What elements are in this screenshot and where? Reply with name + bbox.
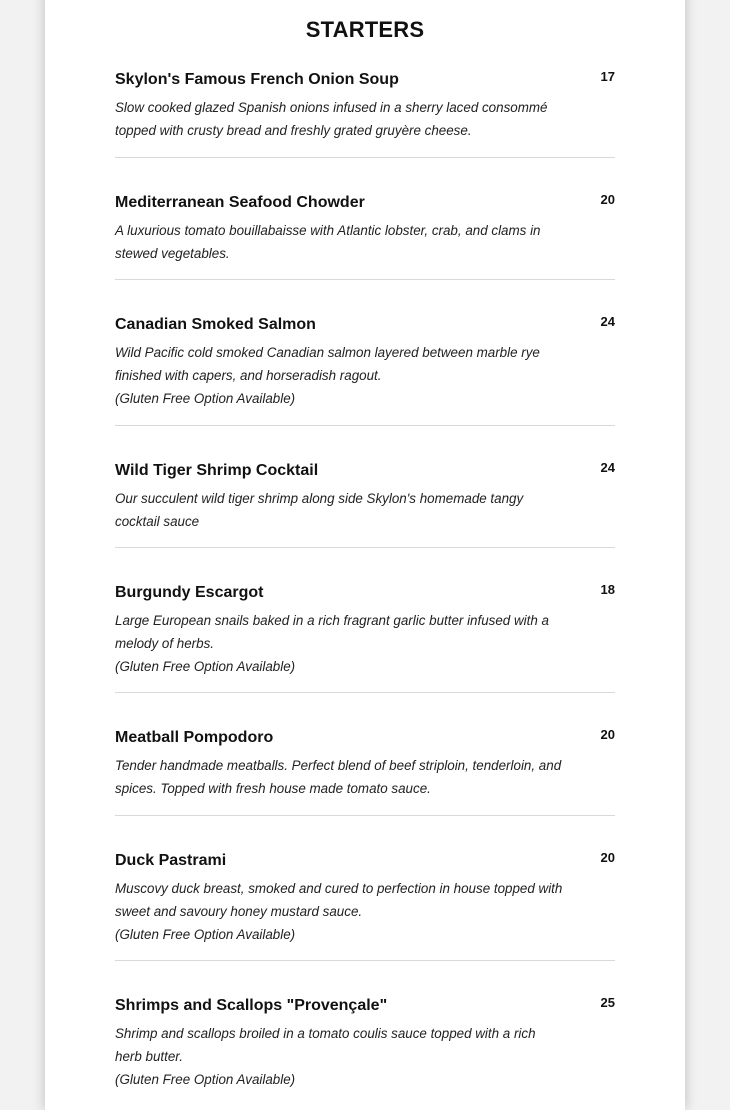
item-description-text: Large European snails baked in a rich fragrant garlic butter infused with a melody of herbs.: [115, 613, 549, 651]
item-price: 20: [600, 192, 615, 207]
item-description-text: Shrimp and scallops broiled in a tomato coulis sauce topped with a rich herb butter.: [115, 1026, 536, 1064]
item-divider: [115, 692, 615, 693]
gluten-free-note: (Gluten Free Option Available): [115, 391, 296, 406]
item-description-text: Wild Pacific cold smoked Canadian salmon layered between marble rye finished with capers, and horseradish ragout.: [115, 345, 540, 383]
item-price: 17: [600, 69, 615, 84]
item-divider: [115, 815, 615, 816]
item-description: [115, 754, 565, 800]
item-divider: [115, 279, 615, 280]
item-price: 24: [600, 314, 615, 329]
item-description: [115, 96, 565, 142]
item-name: Wild Tiger Shrimp Cocktail: [115, 462, 319, 479]
item-name: Shrimps and Scallops "Provençale": [115, 997, 388, 1014]
section-title: STARTERS: [305, 17, 425, 42]
item-description: [115, 609, 565, 678]
item-name: Mediterranean Seafood Chowder: [115, 194, 365, 211]
item-description-text: Slow cooked glazed Spanish onions infused in a sherry laced consommé topped with crusty bread and freshly grated gruyère cheese.: [115, 100, 548, 138]
item-price: 25: [600, 995, 615, 1010]
item-price: 18: [600, 582, 615, 597]
item-description: [115, 1022, 565, 1091]
gluten-free-note: (Gluten Free Option Available): [115, 927, 296, 942]
gluten-free-note: (Gluten Free Option Available): [115, 659, 296, 674]
item-name: Canadian Smoked Salmon: [115, 316, 316, 333]
item-price: 20: [600, 850, 615, 865]
item-name: Duck Pastrami: [115, 852, 227, 869]
item-description: [115, 219, 565, 265]
item-description-text: Our succulent wild tiger shrimp along side Skylon's homemade tangy cocktail sauce: [115, 491, 524, 529]
item-description: [115, 341, 565, 410]
item-description: [115, 487, 565, 533]
menu-card: [45, 0, 685, 1110]
item-description-text: Muscovy duck breast, smoked and cured to perfection in house topped with sweet and savoury honey mustard sauce.: [115, 881, 563, 919]
item-name: Skylon's Famous French Onion Soup: [115, 71, 399, 88]
item-description: [115, 877, 565, 946]
item-description-text: Tender handmade meatballs. Perfect blend of beef striploin, tenderloin, and spices. Topped with fresh house made tomato sauce.: [115, 758, 562, 796]
item-divider: [115, 960, 615, 961]
item-price: 20: [600, 727, 615, 742]
item-divider: [115, 157, 615, 158]
item-name: Burgundy Escargot: [115, 584, 264, 601]
item-description-text: A luxurious tomato bouillabaisse with Atlantic lobster, crab, and clams in stewed vegetables.: [115, 223, 541, 261]
item-price: 24: [600, 460, 615, 475]
item-divider: [115, 547, 615, 548]
gluten-free-note: (Gluten Free Option Available): [115, 1072, 296, 1087]
item-name: Meatball Pompodoro: [115, 729, 274, 746]
item-divider: [115, 425, 615, 426]
